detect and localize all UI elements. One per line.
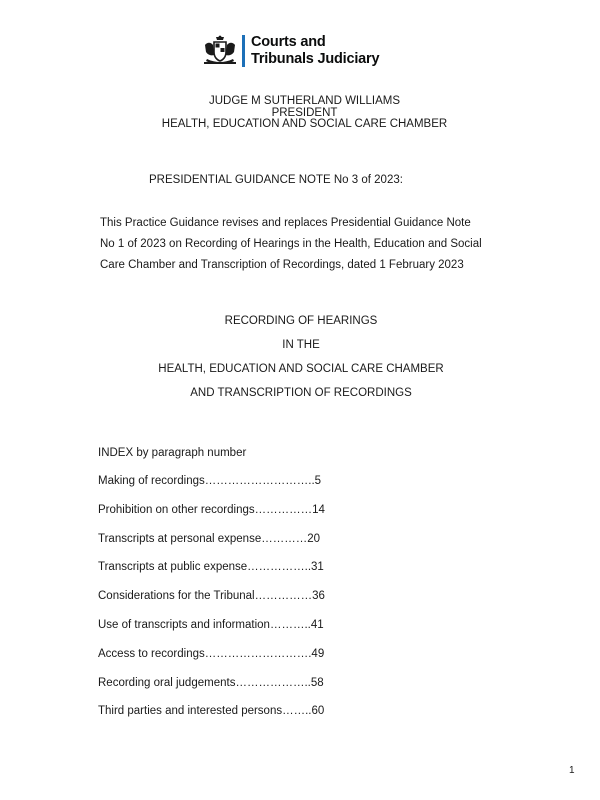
judge-chamber: HEALTH, EDUCATION AND SOCIAL CARE CHAMBER — [161, 118, 448, 130]
judge-role: PRESIDENT — [271, 106, 338, 119]
index-entry: Third parties and interested persons……..60 — [98, 705, 325, 718]
heading-line: AND TRANSCRIPTION OF RECORDINGS — [190, 387, 412, 399]
logo-divider-bar — [242, 35, 245, 67]
revision-line: This Practice Guidance revises and replaces Presidential Guidance Note — [100, 217, 471, 229]
index-entry: Making of recordings………………………..5 — [98, 475, 322, 487]
royal-crest-icon — [203, 35, 237, 67]
index-list — [98, 474, 325, 733]
index-entry: Transcripts at public expense……………..31 — [98, 561, 324, 574]
document-heading — [0, 314, 600, 410]
index-entry: Transcripts at personal expense…………20 — [98, 532, 321, 545]
guidance-note-title: PRESIDENTIAL GUIDANCE NOTE No 3 of 2023: — [149, 174, 403, 186]
heading-line: RECORDING OF HEARINGS — [224, 315, 378, 327]
heading-line: HEALTH, EDUCATION AND SOCIAL CARE CHAMBER — [158, 363, 444, 375]
judge-name: JUDGE M SUTHERLAND WILLIAMS — [208, 95, 401, 107]
courts-tribunals-logo — [203, 33, 403, 69]
revision-paragraph — [100, 213, 520, 276]
revision-line: Care Chamber and Transcription of Recordings, dated 1 February 2023 — [100, 259, 464, 271]
index-entry: Prohibition on other recordings……………14 — [98, 503, 325, 516]
logo-line-2: Tribunals Judiciary — [251, 50, 380, 67]
judge-header — [0, 96, 600, 131]
page-number: 1 — [569, 765, 575, 776]
logo-wordmark — [251, 34, 379, 67]
index-entry: Use of transcripts and information………..41 — [98, 618, 324, 631]
index-entry: Access to recordings……………………….49 — [98, 647, 325, 660]
revision-line: No 1 of 2023 on Recording of Hearings in the Health, Education and Social — [100, 238, 482, 250]
index-entry: Recording oral judgements………………..58 — [98, 676, 324, 689]
logo-line-1: Courts and — [251, 34, 326, 50]
heading-line: IN THE — [282, 339, 320, 351]
index-entry: Considerations for the Tribunal……………36 — [98, 590, 325, 603]
index-title: INDEX by paragraph number — [98, 447, 247, 459]
